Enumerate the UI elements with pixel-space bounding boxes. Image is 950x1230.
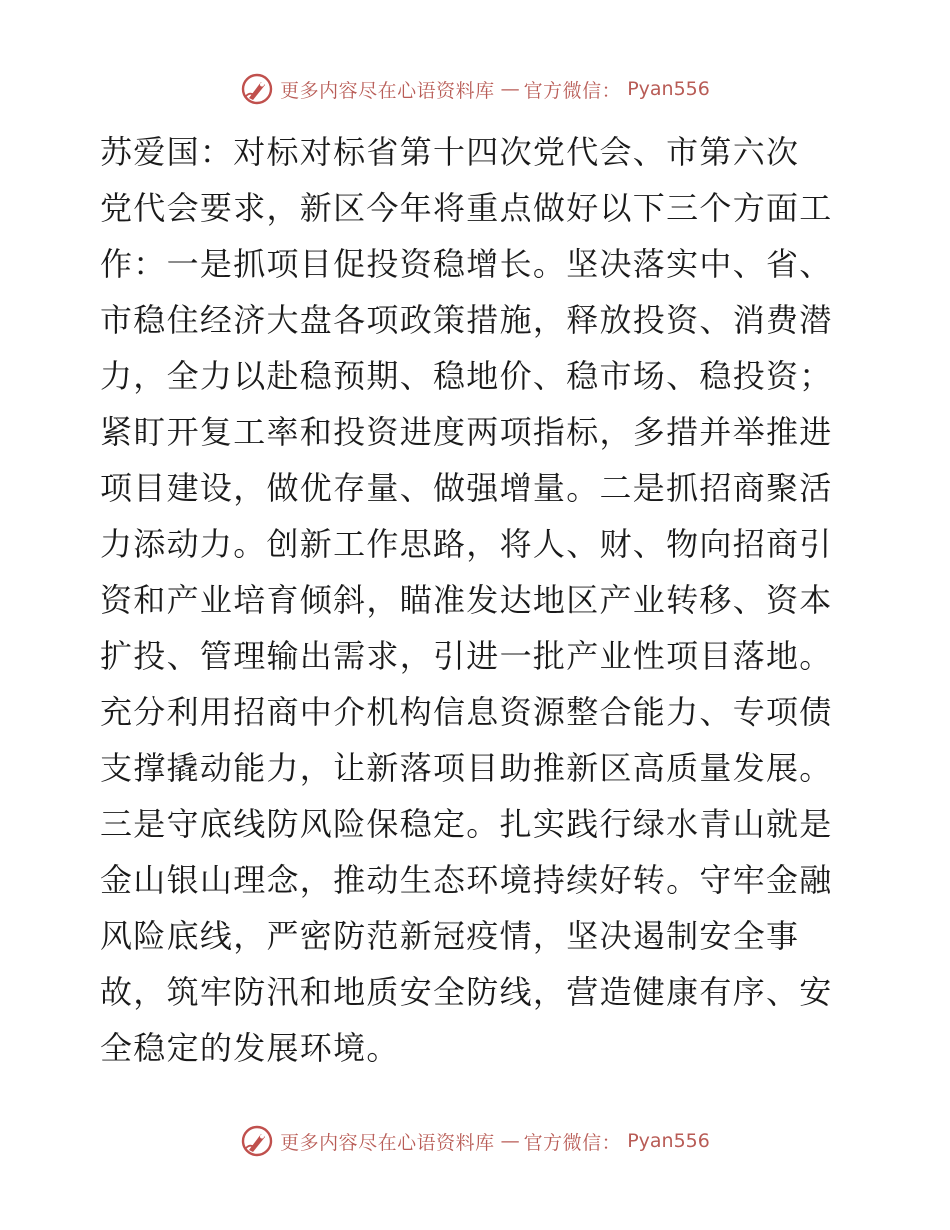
article-line: 作：一是抓项目促投资稳增长。坚决落实中、省、 bbox=[100, 245, 833, 283]
header-watermark bbox=[0, 72, 950, 106]
article-line: 全稳定的发展环境。 bbox=[100, 1029, 400, 1067]
article-line: 力，全力以赴稳预期、稳地价、稳市场、稳投资； bbox=[100, 357, 833, 395]
watermark-wechat-id: Pyan556 bbox=[627, 1130, 710, 1152]
watermark-text: 更多内容尽在心语资料库 bbox=[280, 1131, 495, 1154]
watermark-label: 官方微信： bbox=[523, 79, 622, 102]
article-line: 苏爱国：对标对标省第十四次党代会、市第六次 bbox=[100, 133, 800, 171]
watermark-wechat-id: Pyan556 bbox=[627, 78, 710, 100]
article-line: 项目建设，做优存量、做强增量。二是抓招商聚活 bbox=[100, 469, 833, 507]
article-line: 故，筑牢防汛和地质安全防线，营造健康有序、安 bbox=[100, 973, 833, 1011]
pen-nib-circle-icon bbox=[240, 1124, 274, 1158]
article-line: 三是守底线防风险保稳定。扎实践行绿水青山就是 bbox=[100, 805, 833, 843]
article-line: 资和产业培育倾斜，瞄准发达地区产业转移、资本 bbox=[100, 581, 833, 619]
article-line: 扩投、管理输出需求，引进一批产业性项目落地。 bbox=[100, 637, 833, 675]
article-line: 支撑撬动能力，让新落项目助推新区高质量发展。 bbox=[100, 749, 833, 787]
watermark-label: 官方微信： bbox=[523, 1131, 622, 1154]
watermark-separator: — bbox=[500, 1130, 518, 1152]
article-line: 风险底线，严密防范新冠疫情，坚决遏制安全事 bbox=[100, 917, 800, 955]
watermark-text: 更多内容尽在心语资料库 bbox=[280, 79, 495, 102]
pen-nib-circle-icon bbox=[240, 72, 274, 106]
article-line: 紧盯开复工率和投资进度两项指标，多措并举推进 bbox=[100, 413, 833, 451]
footer-watermark bbox=[0, 1124, 950, 1158]
article-line: 力添动力。创新工作思路，将人、财、物向招商引 bbox=[100, 525, 833, 563]
article-line: 党代会要求，新区今年将重点做好以下三个方面工 bbox=[100, 189, 833, 227]
article-line: 市稳住经济大盘各项政策措施，释放投资、消费潜 bbox=[100, 301, 833, 339]
article-line: 金山银山理念，推动生态环境持续好转。守牢金融 bbox=[100, 861, 833, 899]
article-body bbox=[100, 124, 860, 1076]
watermark-separator: — bbox=[500, 78, 518, 100]
article-line: 充分利用招商中介机构信息资源整合能力、专项债 bbox=[100, 693, 833, 731]
